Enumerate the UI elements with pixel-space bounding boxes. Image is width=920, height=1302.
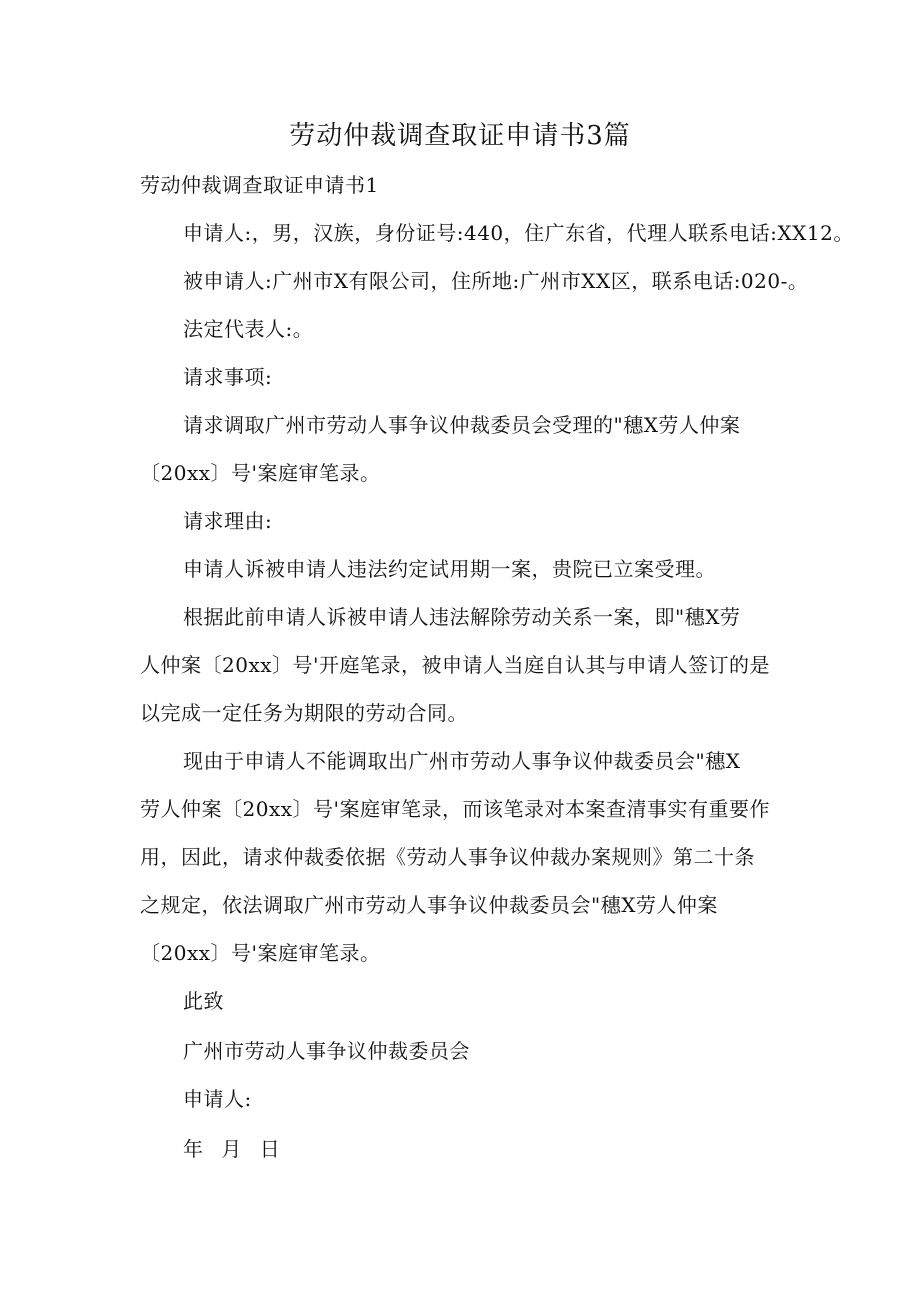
request-text-line: 请求调取广州市劳动人事争议仲裁委员会受理的"穗X劳人仲案 <box>183 413 741 437</box>
recipient: 广州市劳动人事争议仲裁委员会 <box>183 1039 470 1063</box>
document-title: 劳动仲裁调查取证申请书3篇 <box>289 121 631 151</box>
legal-representative-line: 法定代表人:。 <box>183 317 314 341</box>
reason-text-line: 用，因此，请求仲裁委依据《劳动人事争议仲裁办案规则》第二十条 <box>140 845 755 869</box>
reason-text-line: 之规定，依法调取广州市劳动人事争议仲裁委员会"穗X劳人仲案 <box>140 893 718 917</box>
respondent-line: 被申请人:广州市X有限公司，住所地:广州市XX区，联系电话:020-。 <box>183 269 809 293</box>
reason-text-line: 现由于申请人不能调取出广州市劳动人事争议仲裁委员会"穗X <box>183 749 741 773</box>
applicant-signature: 申请人: <box>183 1087 252 1111</box>
salutation: 此致 <box>183 989 224 1013</box>
applicant-line: 申请人:，男，汉族，身份证号:440，住广东省，代理人联系电话:XX12。 <box>183 221 854 245</box>
reasons-heading: 请求理由: <box>183 509 273 533</box>
reason-text-line: 人仲案〔20xx〕号'开庭笔录，被申请人当庭自认其与申请人签订的是 <box>140 653 771 677</box>
document-subtitle: 劳动仲裁调查取证申请书1 <box>140 173 379 197</box>
requests-heading: 请求事项: <box>183 365 273 389</box>
reason-text-line: 以完成一定任务为期限的劳动合同。 <box>140 701 468 725</box>
request-text-line: 〔20xx〕号'案庭审笔录。 <box>140 461 381 485</box>
reason-text-line: 根据此前申请人诉被申请人违法解除劳动关系一案，即"穗X劳 <box>183 605 741 629</box>
reason-text-line: 〔20xx〕号'案庭审笔录。 <box>140 941 381 965</box>
date-line: 年 月 日 <box>183 1137 286 1161</box>
reason-text-line: 申请人诉被申请人违法约定试用期一案，贵院已立案受理。 <box>183 557 716 581</box>
reason-text-line: 劳人仲案〔20xx〕号'案庭审笔录，而该笔录对本案查清事实有重要作 <box>140 797 771 821</box>
